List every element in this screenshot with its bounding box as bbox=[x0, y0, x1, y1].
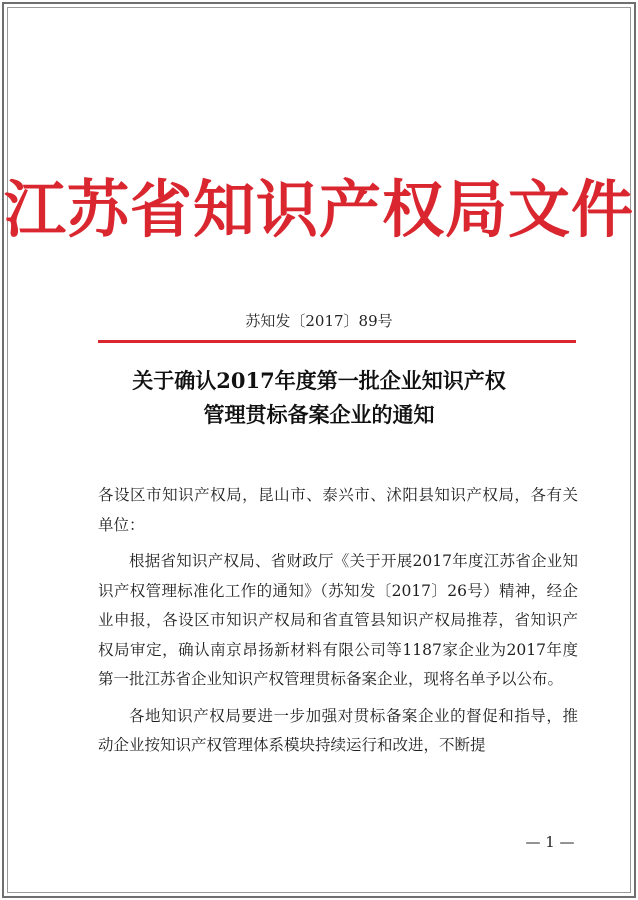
body-paragraph-1: 根据省知识产权局、省财政厅《关于开展2017年度江苏省企业知识产权管理标准化工作的通知》（苏知发〔2017〕26号）精神，经企业申报，各设区市知识产权局和省直管县知识产权局推荐，省知识产权局审定，确认南京昂扬新材料有限公司等1187家企业为2017年度第一批江苏省企业知识产权管理贯标备案企业，现将名单予以公布。 bbox=[98, 552, 578, 688]
document-number: 苏知发〔2017〕89号 bbox=[245, 312, 393, 330]
document-header-title: 江苏省知识产权局文件 bbox=[3, 173, 634, 246]
page-number: — 1 — bbox=[525, 833, 575, 851]
subject-line-1: 关于确认2017年度第一批企业知识产权 bbox=[132, 368, 506, 393]
document-subject bbox=[0, 364, 638, 432]
body-paragraph-2: 各地知识产权局要进一步加强对贯标备案企业的督促和指导，推动企业按知识产权管理体系模块持续运行和改进，不断提 bbox=[98, 706, 578, 754]
salutation: 各设区市知识产权局，昆山市、泰兴市、沭阳县知识产权局，各有关单位： bbox=[98, 486, 578, 534]
red-separator-line bbox=[98, 340, 576, 343]
document-body bbox=[98, 481, 578, 761]
subject-line-2: 管理贯标备案企业的通知 bbox=[203, 402, 435, 427]
